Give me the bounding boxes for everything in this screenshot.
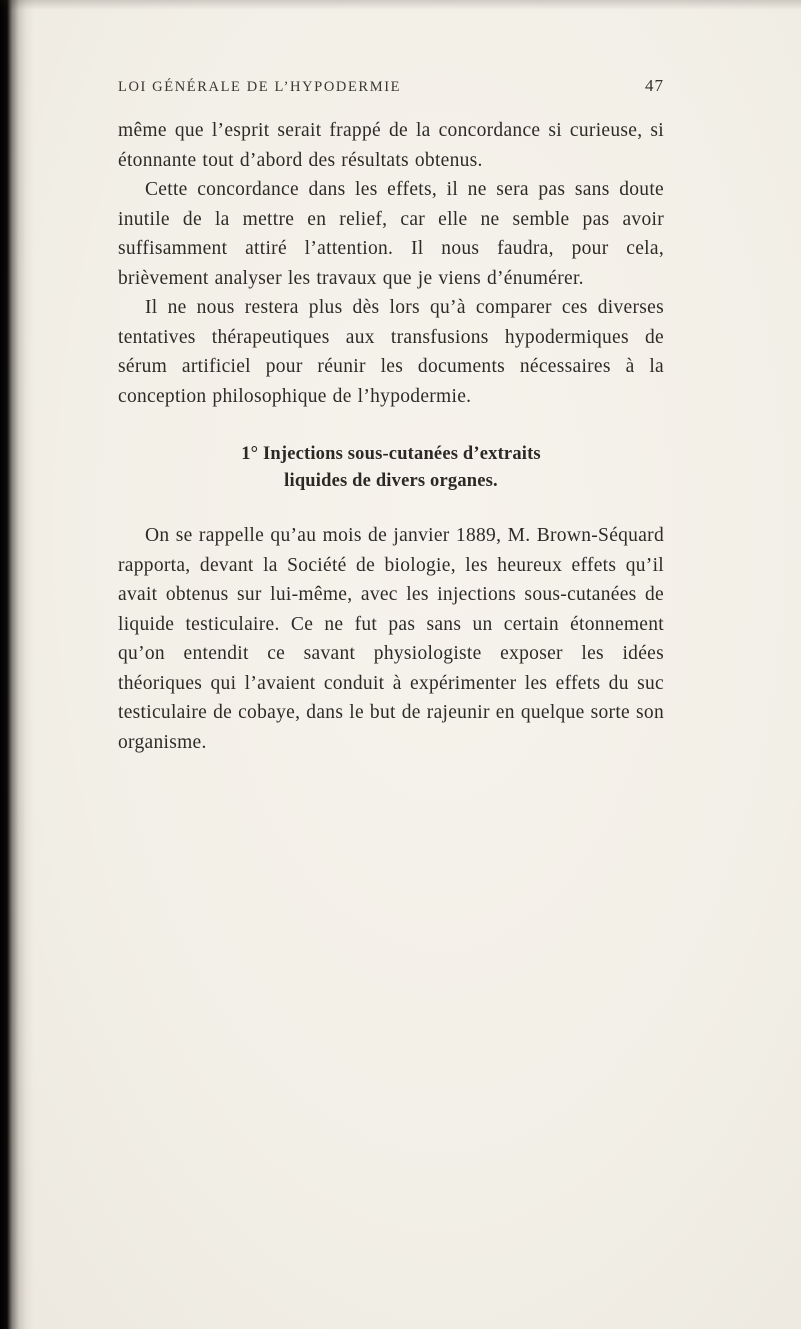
body-paragraph-2: Cette concordance dans les effets, il ne sera pas sans doute inutile de la mettre en relief, car elle ne semble pas avoir suffisamment attiré l’attention. Il nous faudra, pour cela, brièvement analyser les travaux que je viens d’énumérer. xyxy=(118,179,664,289)
body-paragraph-1: même que l’esprit serait frappé de la concordance si curieuse, si étonnante tout d’abord des résultats obtenus. xyxy=(118,120,664,171)
body-paragraph-4: On se rappelle qu’au mois de janvier 1889, M. Brown-Séquard rapporta, devant la Société de biologie, les heureux effets qu’il avait obtenus sur lui-même, avec les injections sous-cutanées de liquide testiculaire. Ce ne fut pas sans un certain étonnement qu’on entendit ce savant physiologiste exposer les idées théoriques qui l’avaient conduit à expérimenter les effets du suc testiculaire de cobaye, dans le but de rajeunir en quelque sorte son organisme. xyxy=(118,525,664,753)
page-top-edge-shadow xyxy=(0,0,801,10)
running-title: LOI GÉNÉRALE DE L’HYPODERMIE xyxy=(118,79,402,95)
running-header xyxy=(118,76,664,96)
book-spine-shadow xyxy=(0,0,34,1329)
section-heading-line2: liquides de divers organes. xyxy=(284,471,498,491)
page-content xyxy=(118,76,664,757)
page-number: 47 xyxy=(645,76,664,95)
section-heading-line1: 1° Injections sous-cutanées d’extraits xyxy=(241,444,541,464)
section-heading xyxy=(118,441,664,495)
body-paragraph-3: Il ne nous restera plus dès lors qu’à comparer ces diverses tentatives thérapeutiques aux transfusions hypodermiques de sérum artificiel pour réunir les documents nécessaires à la conception philosophique de l’hypodermie. xyxy=(118,297,664,407)
